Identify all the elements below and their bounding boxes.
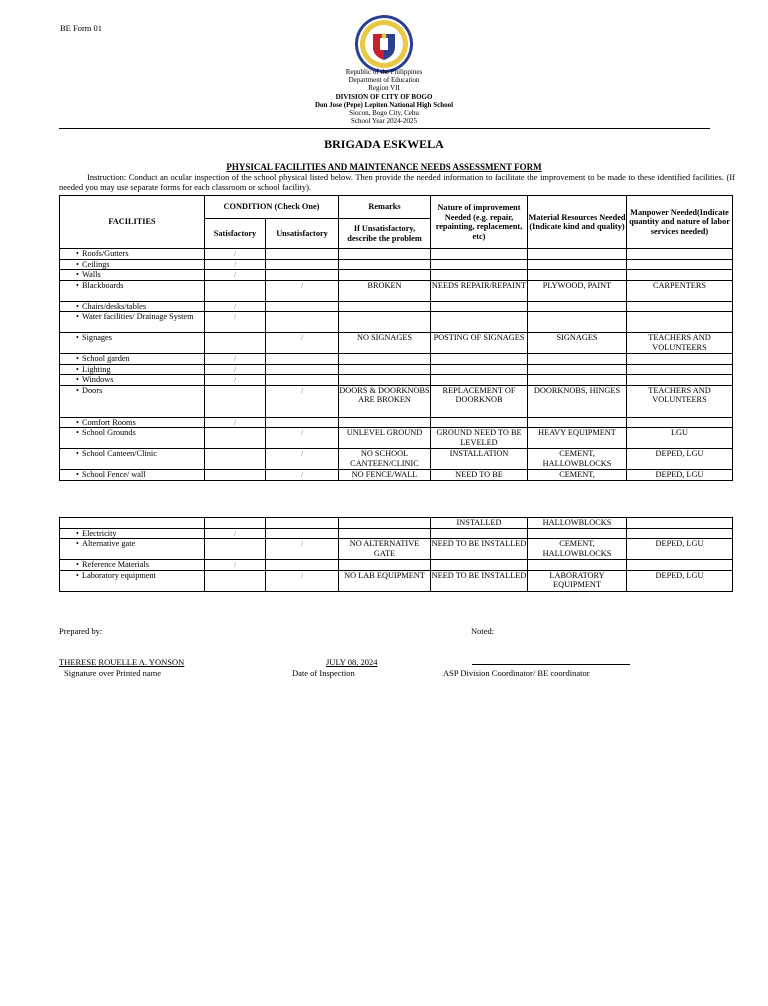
facility-name <box>60 518 205 529</box>
material-cell: PLYWOOD, PAINT <box>528 280 627 301</box>
table-row <box>60 270 733 281</box>
manpower-cell: LGU <box>627 428 733 449</box>
unsatisfactory-check: / <box>266 470 339 481</box>
header-school-year: School Year 2024-2025 <box>351 117 417 126</box>
nature-cell <box>431 364 528 375</box>
nature-cell <box>431 354 528 365</box>
nature-cell <box>431 259 528 270</box>
facility-name: • Lighting <box>60 364 205 375</box>
header-republic: Republic of the Philippines <box>345 68 423 76</box>
satisfactory-check: / <box>205 259 266 270</box>
remarks-cell <box>339 364 431 375</box>
manpower-cell <box>627 259 733 270</box>
manpower-cell: DEPED, LGU <box>627 470 733 481</box>
nature-cell: NEED TO BE INSTALLED <box>431 570 528 591</box>
remarks-cell <box>339 375 431 386</box>
nature-cell <box>431 528 528 539</box>
header-region: Region VII <box>368 84 400 93</box>
col-nature-header: Nature of improvement Needed (e.g. repair, repainting, replacement, etc) <box>431 196 528 249</box>
assessment-table-continued <box>59 517 733 592</box>
manpower-cell: DEPED, LGU <box>627 570 733 591</box>
table-row <box>60 570 733 591</box>
nature-cell: GROUND NEED TO BE LEVELED <box>431 428 528 449</box>
header-division: DIVISION OF CITY OF BOGO <box>335 92 433 101</box>
form-code: BE Form 01 <box>60 23 103 33</box>
satisfactory-check <box>205 280 266 301</box>
table-row <box>60 364 733 375</box>
manpower-cell <box>627 354 733 365</box>
header-divider <box>59 128 710 129</box>
manpower-cell: DEPED, LGU <box>627 449 733 470</box>
facility-name: • School garden <box>60 354 205 365</box>
table-row <box>60 280 733 301</box>
page-title: BRIGADA ESKWELA <box>324 137 444 151</box>
remarks-cell: NO LAB EQUIPMENT <box>339 570 431 591</box>
nature-cell <box>431 312 528 333</box>
signer-name: THERESE ROUELLE A. YONSON <box>59 657 185 667</box>
table-row <box>60 470 733 481</box>
coordinator-caption: ASP Division Coordinator/ BE coordinator <box>443 668 590 678</box>
nature-cell: NEEDS REPAIR/REPAINT <box>431 280 528 301</box>
facility-name: • Comfort Rooms <box>60 417 205 428</box>
manpower-cell <box>627 301 733 312</box>
facility-name: • Doors <box>60 385 205 417</box>
col-manpower-header: Manpower Needed(Indicate quantity and nature of labor services needed) <box>627 196 733 249</box>
facility-name: • School Fence/ wall <box>60 470 205 481</box>
satisfactory-check: / <box>205 560 266 571</box>
coordinator-signature-line <box>472 664 630 665</box>
unsatisfactory-check <box>266 417 339 428</box>
manpower-cell <box>627 518 733 529</box>
remarks-cell <box>339 354 431 365</box>
material-cell: LABORATORY EQUIPMENT <box>528 570 627 591</box>
material-cell: SIGNAGES <box>528 333 627 354</box>
facility-name: • Electricity <box>60 528 205 539</box>
manpower-cell <box>627 270 733 281</box>
remarks-cell <box>339 312 431 333</box>
school-header <box>0 68 768 125</box>
facility-name: • Reference Materials <box>60 560 205 571</box>
remarks-cell: NO SCHOOL CANTEEN/CLINIC <box>339 449 431 470</box>
table-row <box>60 249 733 260</box>
remarks-cell: NO ALTERNATIVE GATE <box>339 539 431 560</box>
table-row <box>60 385 733 417</box>
header-department: Department of Education <box>348 76 420 85</box>
remarks-cell: NO FENCE/WALL <box>339 470 431 481</box>
manpower-cell <box>627 560 733 571</box>
table-row <box>60 375 733 386</box>
col-remarks-header: Remarks <box>339 196 431 219</box>
manpower-cell: DEPED, LGU <box>627 539 733 560</box>
manpower-cell: CARPENTERS <box>627 280 733 301</box>
unsatisfactory-check: / <box>266 449 339 470</box>
unsatisfactory-check: / <box>266 570 339 591</box>
unsatisfactory-check <box>266 354 339 365</box>
assessment-table <box>59 195 733 481</box>
form-subtitle: PHYSICAL FACILITIES AND MAINTENANCE NEEDS ASSESSMENT FORM <box>226 162 542 172</box>
table-row <box>60 417 733 428</box>
nature-cell <box>431 249 528 260</box>
remarks-cell <box>339 518 431 529</box>
satisfactory-check <box>205 539 266 560</box>
table-row <box>60 539 733 560</box>
satisfactory-check <box>205 518 266 529</box>
facility-name: • Windows <box>60 375 205 386</box>
remarks-cell <box>339 528 431 539</box>
unsatisfactory-check: / <box>266 539 339 560</box>
table-row <box>60 528 733 539</box>
remarks-cell: NO SIGNAGES <box>339 333 431 354</box>
material-cell <box>528 354 627 365</box>
material-cell: CEMENT, HALLOWBLOCKS <box>528 449 627 470</box>
inspection-date: JULY 08, 2024 <box>326 657 378 667</box>
unsatisfactory-check: / <box>266 385 339 417</box>
prepared-by-label: Prepared by: <box>59 626 103 636</box>
material-cell <box>528 312 627 333</box>
table-row <box>60 259 733 270</box>
unsatisfactory-check: / <box>266 280 339 301</box>
nature-cell: INSTALLED <box>431 518 528 529</box>
table-row <box>60 560 733 571</box>
unsatisfactory-check <box>266 249 339 260</box>
satisfactory-check <box>205 385 266 417</box>
manpower-cell <box>627 364 733 375</box>
satisfactory-check <box>205 470 266 481</box>
signer-caption: Signature over Printed name <box>64 668 162 678</box>
facility-name: • Ceilings <box>60 259 205 270</box>
nature-cell: POSTING OF SIGNAGES <box>431 333 528 354</box>
unsatisfactory-check <box>266 270 339 281</box>
nature-cell <box>431 270 528 281</box>
table-row <box>60 301 733 312</box>
manpower-cell <box>627 249 733 260</box>
material-cell: HALLOWBLOCKS <box>528 518 627 529</box>
satisfactory-check <box>205 428 266 449</box>
material-cell <box>528 417 627 428</box>
remarks-cell <box>339 417 431 428</box>
remarks-cell <box>339 270 431 281</box>
satisfactory-check <box>205 449 266 470</box>
col-unsatisfactory-header: Unsatisfactory <box>266 219 339 249</box>
facility-name: • Chairs/desks/tables <box>60 301 205 312</box>
inspection-date-caption: Date of Inspection <box>292 668 355 678</box>
unsatisfactory-check <box>266 301 339 312</box>
material-cell: CEMENT, HALLOWBLOCKS <box>528 539 627 560</box>
unsatisfactory-check <box>266 312 339 333</box>
satisfactory-check: / <box>205 528 266 539</box>
material-cell <box>528 259 627 270</box>
material-cell: DOORKNOBS, HINGES <box>528 385 627 417</box>
material-cell <box>528 528 627 539</box>
facility-name: • School Grounds <box>60 428 205 449</box>
facility-name: • Water facilities/ Drainage System <box>60 312 205 333</box>
deped-seal-icon <box>354 14 414 74</box>
facility-name: • Alternative gate <box>60 539 205 560</box>
unsatisfactory-check <box>266 364 339 375</box>
table-row <box>60 449 733 470</box>
manpower-cell <box>627 528 733 539</box>
header-school: Don Jose (Pepe) Lepiten National High School <box>314 100 454 109</box>
satisfactory-check: / <box>205 364 266 375</box>
manpower-cell: TEACHERS AND VOLUNTEERS <box>627 333 733 354</box>
nature-cell: NEED TO BE <box>431 470 528 481</box>
table-row <box>60 354 733 365</box>
remarks-cell: BROKEN <box>339 280 431 301</box>
header-address: Siocon, Bogo City, Cebu <box>349 109 419 118</box>
satisfactory-check <box>205 333 266 354</box>
col-material-header: Material Resources Needed (Indicate kind and quality) <box>528 196 627 249</box>
facility-name: • School Canteen/Clinic <box>60 449 205 470</box>
unsatisfactory-check: / <box>266 333 339 354</box>
unsatisfactory-check: / <box>266 428 339 449</box>
satisfactory-check: / <box>205 270 266 281</box>
table-row <box>60 312 733 333</box>
facility-name: • Signages <box>60 333 205 354</box>
unsatisfactory-check <box>266 259 339 270</box>
facility-name: • Roofs/Gutters <box>60 249 205 260</box>
material-cell <box>528 560 627 571</box>
material-cell <box>528 270 627 281</box>
nature-cell <box>431 301 528 312</box>
nature-cell: NEED TO BE INSTALLED <box>431 539 528 560</box>
nature-cell <box>431 375 528 386</box>
facility-name: • Laboratory equipment <box>60 570 205 591</box>
col-remarks-sub-header: If Unsatisfactory, describe the problem <box>339 219 431 249</box>
col-facilities-header: FACILITIES <box>60 196 205 249</box>
material-cell <box>528 249 627 260</box>
manpower-cell <box>627 312 733 333</box>
unsatisfactory-check <box>266 528 339 539</box>
manpower-cell: TEACHERS AND VOLUNTEERS <box>627 385 733 417</box>
unsatisfactory-check <box>266 560 339 571</box>
remarks-cell: DOORS & DOORKNOBS ARE BROKEN <box>339 385 431 417</box>
col-condition-header: CONDITION (Check One) <box>205 196 339 219</box>
unsatisfactory-check <box>266 518 339 529</box>
table-row <box>60 518 733 529</box>
nature-cell <box>431 560 528 571</box>
manpower-cell <box>627 375 733 386</box>
material-cell <box>528 375 627 386</box>
nature-cell <box>431 417 528 428</box>
satisfactory-check: / <box>205 417 266 428</box>
remarks-cell <box>339 249 431 260</box>
manpower-cell <box>627 417 733 428</box>
remarks-cell <box>339 560 431 571</box>
remarks-cell: UNLEVEL GROUND <box>339 428 431 449</box>
material-cell: CEMENT, <box>528 470 627 481</box>
table-row <box>60 333 733 354</box>
satisfactory-check: / <box>205 301 266 312</box>
nature-cell: REPLACEMENT OF DOORKNOB <box>431 385 528 417</box>
material-cell <box>528 364 627 375</box>
satisfactory-check: / <box>205 249 266 260</box>
satisfactory-check: / <box>205 375 266 386</box>
facility-name: • Blackboards <box>60 280 205 301</box>
unsatisfactory-check <box>266 375 339 386</box>
satisfactory-check: / <box>205 354 266 365</box>
table-row <box>60 428 733 449</box>
satisfactory-check: / <box>205 312 266 333</box>
facility-name: • Walls <box>60 270 205 281</box>
material-cell: HEAVY EQUIPMENT <box>528 428 627 449</box>
material-cell <box>528 301 627 312</box>
nature-cell: INSTALLATION <box>431 449 528 470</box>
instruction-text: Instruction: Conduct an ocular inspection of the school physical listed below. Then provide the needed information to facilitate the improvement to be made to these identified facilities. (If needed you may use separate forms for each classroom or school facility). <box>59 172 735 192</box>
noted-label: Noted: <box>471 626 495 636</box>
satisfactory-check <box>205 570 266 591</box>
remarks-cell <box>339 301 431 312</box>
col-satisfactory-header: Satisfactory <box>205 219 266 249</box>
remarks-cell <box>339 259 431 270</box>
